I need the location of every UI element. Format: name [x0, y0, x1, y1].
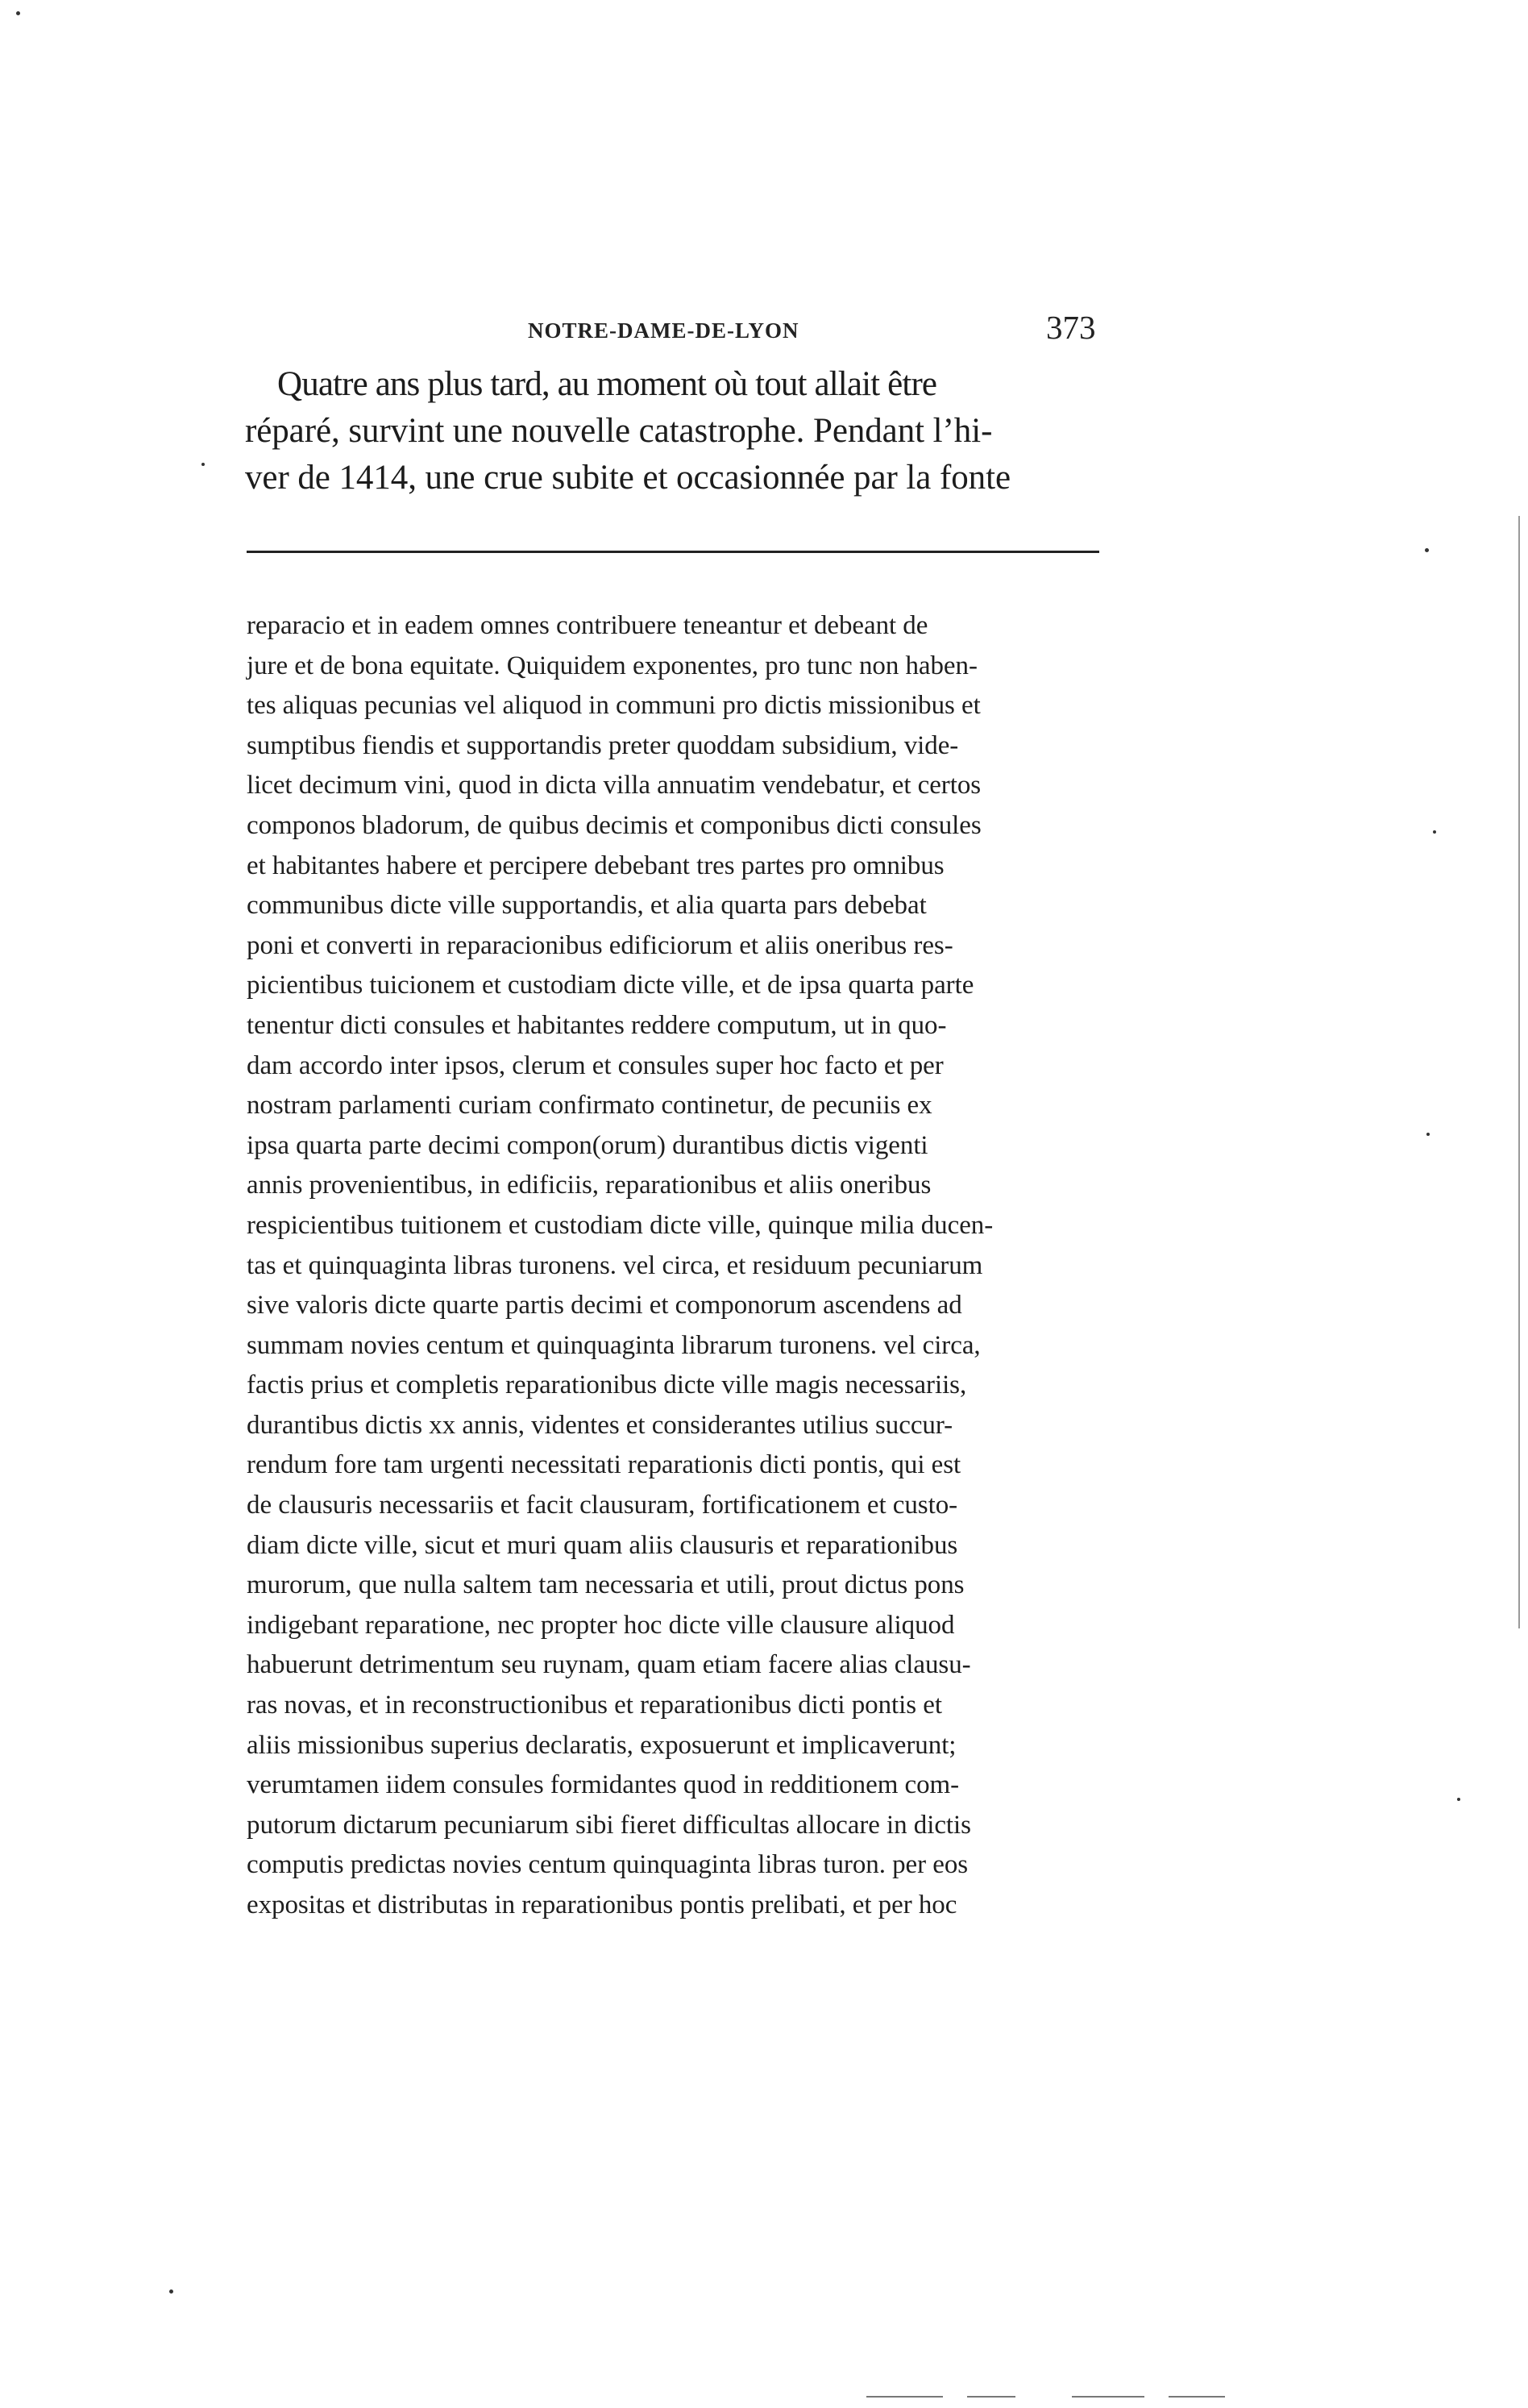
- footnote-line: licet decimum vini, quod in dicta villa annuatim vendebatur, et certos: [247, 771, 982, 801]
- footnote-line: habuerunt detrimentum seu ruynam, quam etiam facere alias clausu-: [247, 1650, 971, 1680]
- main-text-line: Quatre ans plus tard, au moment où tout allait être: [277, 365, 937, 403]
- footnote-line: factis prius et completis reparationibus dicte ville magis necessariis,: [247, 1370, 967, 1400]
- footnote-line: computis predictas novies centum quinquaginta libras turon. per eos: [247, 1850, 969, 1880]
- scan-speck: [16, 11, 20, 15]
- footnote-line: communibus dicte ville supportandis, et alia quarta pars debebat: [247, 891, 927, 921]
- scan-speck: [1426, 1133, 1430, 1136]
- scan-bottom-mark: [967, 2396, 1015, 2398]
- footnote-line: durantibus dictis xx annis, videntes et considerantes utilius succur-: [247, 1410, 953, 1440]
- footnote-separator-rule: [247, 551, 1099, 553]
- page-number: 373: [1046, 309, 1096, 346]
- footnote-line: ras novas, et in reconstructionibus et reparationibus dicti pontis et: [247, 1691, 942, 1720]
- scan-bottom-mark: [1169, 2396, 1225, 2398]
- footnote-line: picientibus tuicionem et custodiam dicte ville, et de ipsa quarta parte: [247, 971, 974, 1000]
- footnote-line: indigebant reparatione, nec propter hoc dicte ville clausure aliquod: [247, 1610, 955, 1640]
- scan-speck: [1425, 548, 1429, 552]
- main-text: [245, 361, 1101, 501]
- footnote-line: nostram parlamenti curiam confirmato continetur, de pecuniis ex: [247, 1091, 932, 1121]
- footnote-line: aliis missionibus superius declaratis, exposuerunt et implicaverunt;: [247, 1730, 957, 1760]
- footnote-line: respicientibus tuitionem et custodiam dicte ville, quinque milia ducen-: [247, 1210, 994, 1240]
- footnote-line: annis provenientibus, in edificiis, reparationibus et aliis oneribus: [247, 1171, 932, 1200]
- scan-speck: [1433, 830, 1436, 834]
- footnote-line: tas et quinquaginta libras turonens. vel circa, et residuum pecuniarum: [247, 1250, 983, 1280]
- scan-speck: [201, 463, 205, 466]
- scan-bottom-mark: [866, 2396, 943, 2398]
- footnote-line: expositas et distributas in reparationibus pontis prelibati, et per hoc: [247, 1890, 957, 1919]
- footnote-line: sive valoris dicte quarte partis decimi et componorum ascendens ad: [247, 1291, 962, 1320]
- footnote-line: poni et converti in reparacionibus edificiorum et aliis oneribus res-: [247, 930, 953, 960]
- footnote-line: reparacio et in eadem omnes contribuere teneantur et debeant de: [247, 611, 928, 640]
- footnote-block: [247, 606, 1102, 1926]
- footnote-line: murorum, que nulla saltem tam necessaria et utili, prout dictus pons: [247, 1570, 965, 1600]
- footnote-line: de clausuris necessariis et facit clausuram, fortificationem et custo-: [247, 1491, 958, 1520]
- footnote-line: ipsa quarta parte decimi compon(orum) durantibus dictis vigenti: [247, 1130, 928, 1160]
- scan-speck: [169, 2289, 173, 2294]
- footnote-line: componos bladorum, de quibus decimis et componibus dicti consules: [247, 810, 982, 840]
- scan-bottom-mark: [1072, 2396, 1144, 2398]
- main-text-line: réparé, survint une nouvelle catastrophe. Pendant l’hi-: [245, 412, 993, 450]
- footnote-line: putorum dictarum pecuniarum sibi fieret difficultas allocare in dictis: [247, 1810, 971, 1840]
- running-title: NOTRE-DAME-DE-LYON: [528, 318, 799, 343]
- footnote-line: et habitantes habere et percipere debebant tres partes pro omnibus: [247, 850, 945, 880]
- footnote-line: summam novies centum et quinquaginta librarum turonens. vel circa,: [247, 1330, 981, 1360]
- footnote-line: rendum fore tam urgenti necessitati reparationis dicti pontis, qui est: [247, 1450, 961, 1480]
- scan-speck: [1457, 1798, 1460, 1801]
- footnote-line: tes aliquas pecunias vel aliquod in communi pro dictis missionibus et: [247, 691, 981, 721]
- footnote-line: tenentur dicti consules et habitantes reddere computum, ut in quo-: [247, 1010, 947, 1040]
- footnote-line: jure et de bona equitate. Quiquidem exponentes, pro tunc non haben-: [247, 651, 978, 680]
- main-text-line: ver de 1414, une crue subite et occasionnée par la fonte: [245, 459, 1011, 497]
- footnote-line: dam accordo inter ipsos, clerum et consules super hoc facto et per: [247, 1050, 944, 1080]
- footnote-line: sumptibus fiendis et supportandis preter quoddam subsidium, vide-: [247, 730, 959, 760]
- footnote-line: diam dicte ville, sicut et muri quam aliis clausuris et reparationibus: [247, 1530, 958, 1560]
- footnote-line: verumtamen iidem consules formidantes quod in redditionem com-: [247, 1770, 960, 1800]
- scan-edge-line: [1518, 516, 1520, 1628]
